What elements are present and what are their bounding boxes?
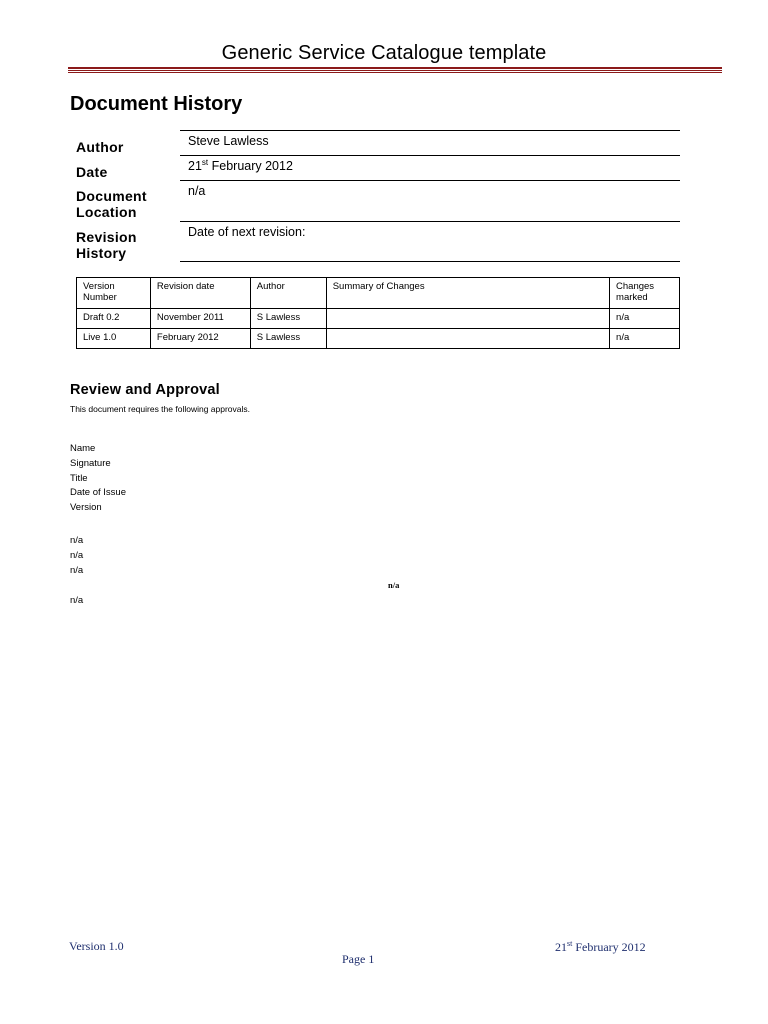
date-rest: February 2012 bbox=[208, 159, 293, 174]
header-revision-date: Revision date bbox=[150, 278, 250, 309]
field-signature-label: Signature bbox=[70, 458, 111, 469]
approval-value-signature: n/a bbox=[70, 550, 84, 561]
footer-date-rest: February 2012 bbox=[572, 940, 646, 954]
table-cell: S Lawless bbox=[250, 329, 326, 349]
footer-date-suffix: st bbox=[567, 939, 573, 948]
header-author: Author bbox=[250, 278, 326, 309]
footer-date bbox=[555, 939, 646, 955]
date-suffix: st bbox=[201, 158, 209, 167]
table-row bbox=[77, 329, 680, 349]
header-rule-bottom bbox=[68, 72, 722, 73]
meta-line-revision bbox=[180, 261, 680, 262]
table-cell: February 2012 bbox=[150, 329, 250, 349]
document-history-heading: Document History bbox=[70, 93, 243, 115]
footer-version: Version 1.0 bbox=[69, 939, 124, 953]
meta-line-date bbox=[180, 180, 680, 181]
document-header-title: Generic Service Catalogue template bbox=[221, 42, 547, 64]
review-approval-heading: Review and Approval bbox=[70, 382, 220, 398]
header-rule-middle bbox=[68, 70, 722, 71]
header-changes-marked: Changes marked bbox=[610, 278, 680, 309]
table-cell: n/a bbox=[610, 329, 680, 349]
table-cell: S Lawless bbox=[250, 309, 326, 329]
revision-label-line1: Revision bbox=[76, 229, 137, 245]
approval-value-title: n/a bbox=[70, 565, 84, 576]
header-rule-top bbox=[68, 67, 722, 69]
table-cell bbox=[326, 329, 609, 349]
date-label: Date bbox=[76, 164, 108, 180]
revision-value: Date of next revision: bbox=[188, 225, 306, 239]
location-label-line2: Location bbox=[76, 204, 137, 220]
approval-intro-text: This document requires the following approvals. bbox=[70, 404, 251, 414]
table-row bbox=[77, 309, 680, 329]
date-value bbox=[188, 158, 293, 173]
table-cell: Draft 0.2 bbox=[77, 309, 151, 329]
approval-value-name: n/a bbox=[70, 535, 84, 546]
meta-line-location bbox=[180, 221, 680, 222]
approval-value-date: n/a bbox=[388, 580, 400, 590]
revision-table bbox=[76, 277, 680, 349]
table-cell bbox=[326, 309, 609, 329]
author-value: Steve Lawless bbox=[188, 134, 269, 148]
field-name-label: Name bbox=[70, 443, 96, 454]
location-value: n/a bbox=[188, 184, 206, 198]
location-label bbox=[76, 188, 147, 220]
field-version-label: Version bbox=[70, 502, 102, 513]
field-date-of-issue-label: Date of Issue bbox=[70, 487, 126, 498]
table-cell: Live 1.0 bbox=[77, 329, 151, 349]
date-day: 21 bbox=[188, 159, 202, 174]
location-label-line1: Document bbox=[76, 188, 147, 204]
approval-value-version: n/a bbox=[70, 595, 84, 606]
meta-line-top bbox=[180, 130, 680, 131]
header-version-number: Version Number bbox=[77, 278, 151, 309]
author-label: Author bbox=[76, 139, 124, 155]
revision-table-header-row bbox=[77, 278, 680, 309]
header-summary-of-changes: Summary of Changes bbox=[326, 278, 609, 309]
footer-date-day: 21 bbox=[555, 940, 567, 954]
revision-label-line2: History bbox=[76, 245, 127, 261]
table-cell: n/a bbox=[610, 309, 680, 329]
revision-label bbox=[76, 229, 137, 261]
footer-page-number: Page 1 bbox=[342, 952, 375, 966]
field-title-label: Title bbox=[70, 473, 88, 484]
table-cell: November 2011 bbox=[150, 309, 250, 329]
meta-line-author bbox=[180, 155, 680, 156]
